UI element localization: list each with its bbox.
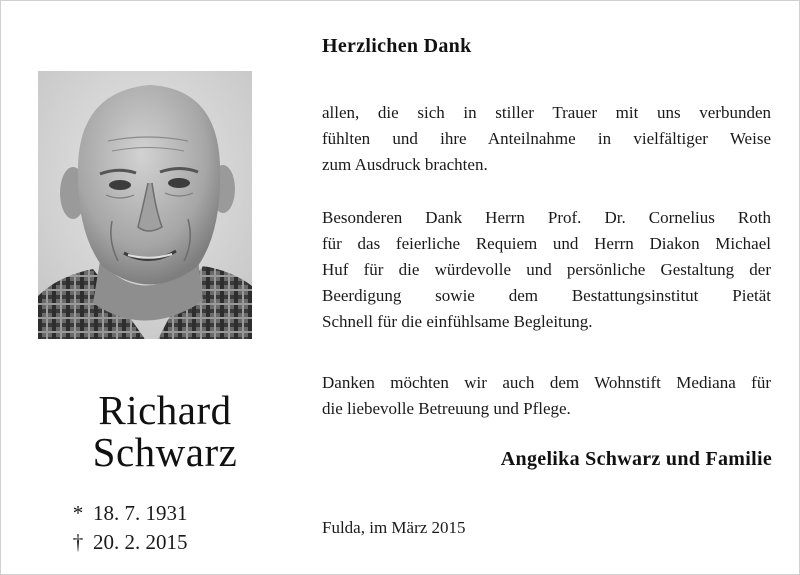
birth-date: 18. 7. 1931	[93, 501, 188, 525]
death-symbol: †	[72, 530, 84, 554]
text-line: allen, die sich in stiller Trauer mit uns verbunden	[322, 103, 771, 122]
family-signature: Angelika Schwarz und Familie	[500, 448, 772, 470]
death-date: 20. 2. 2015	[93, 530, 188, 554]
place-date: Fulda, im März 2015	[322, 518, 466, 537]
birth-row	[72, 499, 188, 528]
deceased-first-name: Richard	[98, 387, 232, 433]
text-line: Huf für die würdevolle und persönliche Gestaltung der	[322, 260, 771, 279]
thanks-paragraph-2	[322, 205, 771, 335]
text-line: für das feierliche Requiem und Herrn Diakon Michael	[322, 234, 771, 253]
text-line: Besonderen Dank Herrn Prof. Dr. Cornelius Roth	[322, 208, 771, 227]
text-line: fühlten und ihre Anteilnahme in vielfältiger Weise	[322, 129, 771, 148]
death-row	[72, 528, 188, 557]
text-line: Beerdigung sowie dem Bestattungsinstitut Pietät	[322, 286, 771, 305]
text-line: Schnell für die einfühlsame Begleitung.	[322, 312, 593, 331]
text-line: Danken möchten wir auch dem Wohnstift Mediana für	[322, 373, 771, 392]
text-line: zum Ausdruck brachten.	[322, 155, 488, 174]
thanks-paragraph-1	[322, 100, 771, 178]
notice-heading: Herzlichen Dank	[322, 35, 472, 57]
birth-symbol: *	[72, 501, 84, 525]
portrait-photo	[38, 71, 252, 339]
text-line: die liebevolle Betreuung und Pflege.	[322, 399, 571, 418]
deceased-last-name: Schwarz	[92, 429, 238, 475]
thanks-paragraph-3	[322, 370, 771, 422]
life-dates	[72, 499, 188, 557]
